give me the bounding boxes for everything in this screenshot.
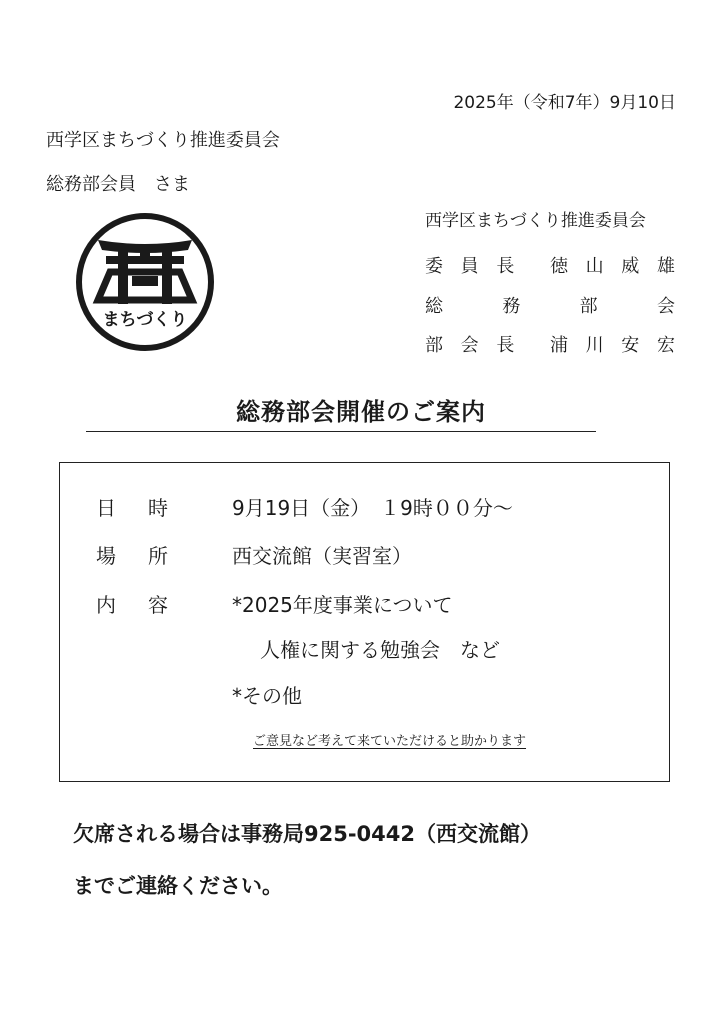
place-label xyxy=(96,540,168,569)
title-underline xyxy=(86,431,596,432)
sender-head-title-1: 部 xyxy=(425,335,443,356)
sender-chair-name-3: 威 xyxy=(621,256,640,277)
date-label-char-1: 日 xyxy=(96,496,116,520)
sender-department xyxy=(425,292,675,318)
content-label-char-2: 容 xyxy=(148,593,168,617)
sender-head xyxy=(425,331,675,357)
date-label xyxy=(96,492,168,521)
content-label-char-1: 内 xyxy=(96,593,116,617)
sender-chair-name-1: 徳 xyxy=(549,256,568,277)
content-item-1-detail: 人権に関する勉強会 など xyxy=(260,638,500,662)
sender-head-title-2: 会 xyxy=(460,335,479,356)
sender-dept-char-1: 総 xyxy=(425,296,443,317)
sender-head-name-4: 宏 xyxy=(656,335,675,356)
content-label xyxy=(96,589,168,618)
recipient-name: 総務部会員 さま xyxy=(46,174,190,195)
content-item-1: *2025年度事業について xyxy=(232,593,453,617)
sender-chair-name-4: 雄 xyxy=(656,256,675,277)
details-note: ご意見など考えて来ていただけると助かります xyxy=(253,734,527,749)
logo-text: まちづくり xyxy=(102,310,188,330)
sender-head-name-2: 川 xyxy=(585,335,604,356)
document-date: 2025年（令和7年）9月10日 xyxy=(453,93,676,113)
date-value: 9月19日（金） １9時００分～ xyxy=(232,496,513,520)
recipient-organization: 西学区まちづくり推進委員会 xyxy=(46,130,280,151)
sender-dept-char-2: 務 xyxy=(502,296,521,317)
sender-organization: 西学区まちづくり推進委員会 xyxy=(425,211,646,231)
place-label-char-2: 所 xyxy=(148,544,168,568)
sender-dept-char-4: 会 xyxy=(656,296,675,317)
sender-head-name-1: 浦 xyxy=(549,335,568,356)
content-item-2: *その他 xyxy=(232,684,302,708)
sender-head-title-3: 長 xyxy=(496,335,515,356)
sender-chair-name-2: 山 xyxy=(585,256,604,277)
sender-chair-title-2: 員 xyxy=(460,256,479,277)
absence-contact-line-2: までご連絡ください。 xyxy=(73,874,283,898)
sender-dept-char-3: 部 xyxy=(579,296,598,317)
sender-chair xyxy=(425,252,675,278)
sender-head-name-3: 安 xyxy=(621,335,640,356)
document-title: 総務部会開催のご案内 xyxy=(236,398,486,426)
machizukuri-logo xyxy=(70,212,220,352)
sender-chair-title-3: 長 xyxy=(496,256,515,277)
place-value: 西交流館（実習室） xyxy=(232,544,412,568)
sender-chair-title-1: 委 xyxy=(425,256,443,277)
place-label-char-1: 場 xyxy=(96,544,116,568)
date-label-char-2: 時 xyxy=(148,496,168,520)
absence-contact-line-1: 欠席される場合は事務局925-0442（西交流館） xyxy=(73,822,541,846)
